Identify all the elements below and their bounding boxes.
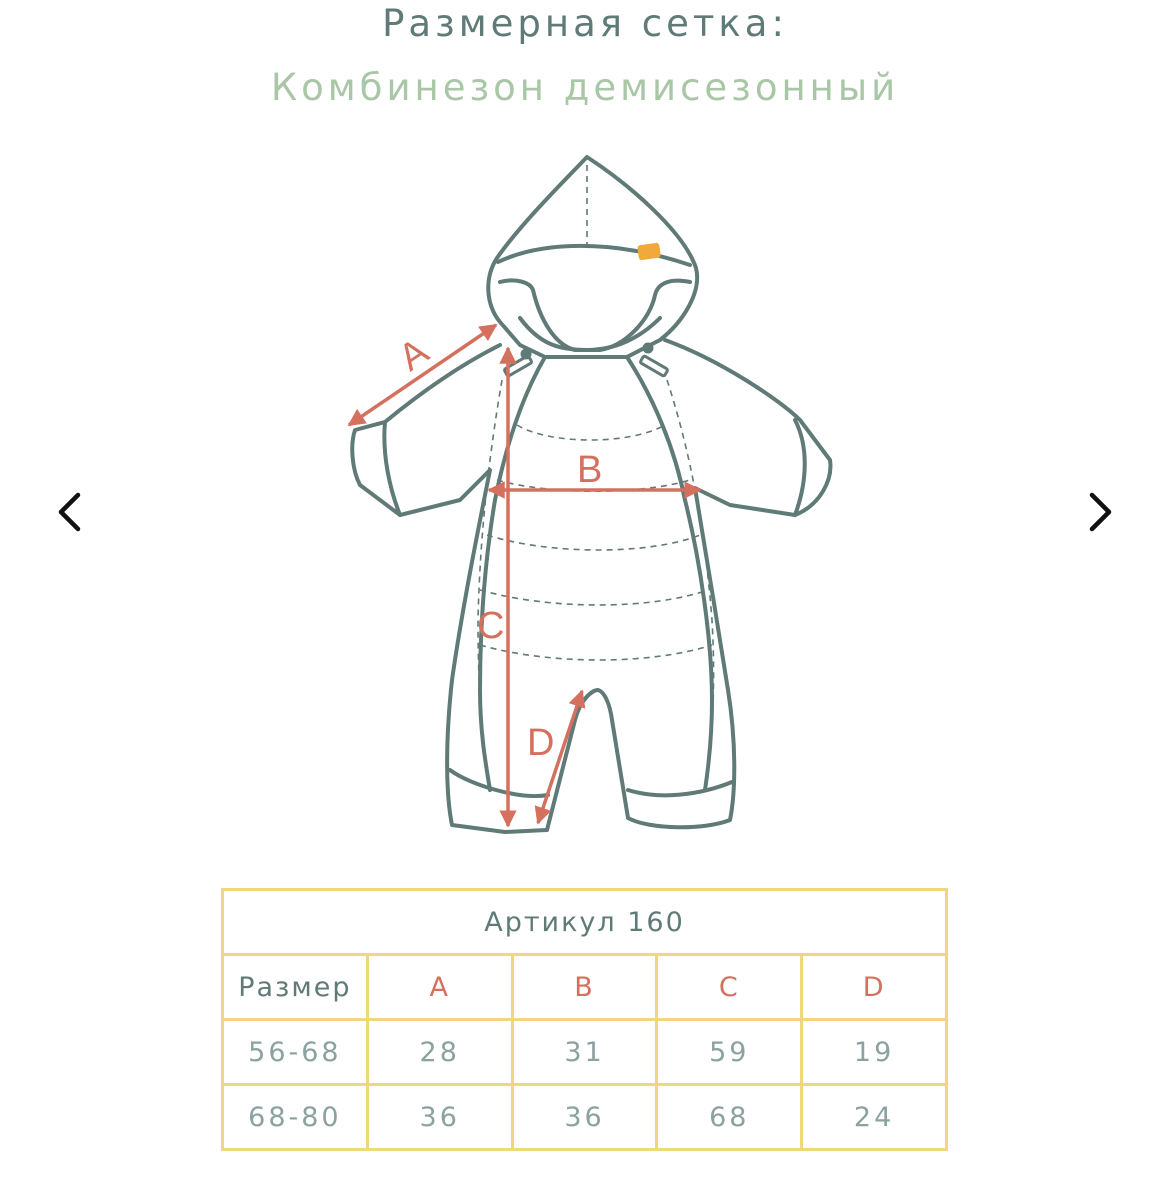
- label-c: C: [477, 605, 505, 647]
- label-b: B: [577, 449, 603, 491]
- chevron-left-icon: [40, 482, 100, 542]
- table-cell-c: 68: [657, 1085, 802, 1150]
- table-cell-d: 24: [802, 1085, 947, 1150]
- table-row: [223, 1020, 947, 1085]
- chevron-right-icon: [1070, 482, 1130, 542]
- table-caption-row: [223, 890, 947, 955]
- label-d: D: [527, 722, 555, 764]
- column-header-size: Размер: [223, 955, 368, 1020]
- dimension-labels: [392, 330, 603, 764]
- jumpsuit-outline: [352, 157, 830, 832]
- table-row: [223, 1085, 947, 1150]
- table-cell-b: 36: [512, 1085, 657, 1150]
- size-table: [221, 888, 948, 1151]
- column-header-d: D: [802, 955, 947, 1020]
- table-cell-size: 68-80: [223, 1085, 368, 1150]
- column-header-a: A: [367, 955, 512, 1020]
- logo-tag: [637, 243, 661, 261]
- table-header-row: [223, 955, 947, 1020]
- page-title: Размерная сетка:: [382, 2, 788, 45]
- table-cell-a: 36: [367, 1085, 512, 1150]
- table-cell-d: 19: [802, 1020, 947, 1085]
- table-caption: Артикул 160: [223, 890, 947, 955]
- prev-slide-button[interactable]: [40, 482, 100, 542]
- page-subtitle: Комбинезон демисезонный: [270, 66, 900, 109]
- column-header-b: B: [512, 955, 657, 1020]
- label-a: A: [391, 330, 437, 380]
- table-cell-a: 28: [367, 1020, 512, 1085]
- table-cell-size: 56-68: [223, 1020, 368, 1085]
- column-header-c: C: [657, 955, 802, 1020]
- table-cell-b: 31: [512, 1020, 657, 1085]
- next-slide-button[interactable]: [1070, 482, 1130, 542]
- table-cell-c: 59: [657, 1020, 802, 1085]
- jumpsuit-illustration: [330, 140, 850, 850]
